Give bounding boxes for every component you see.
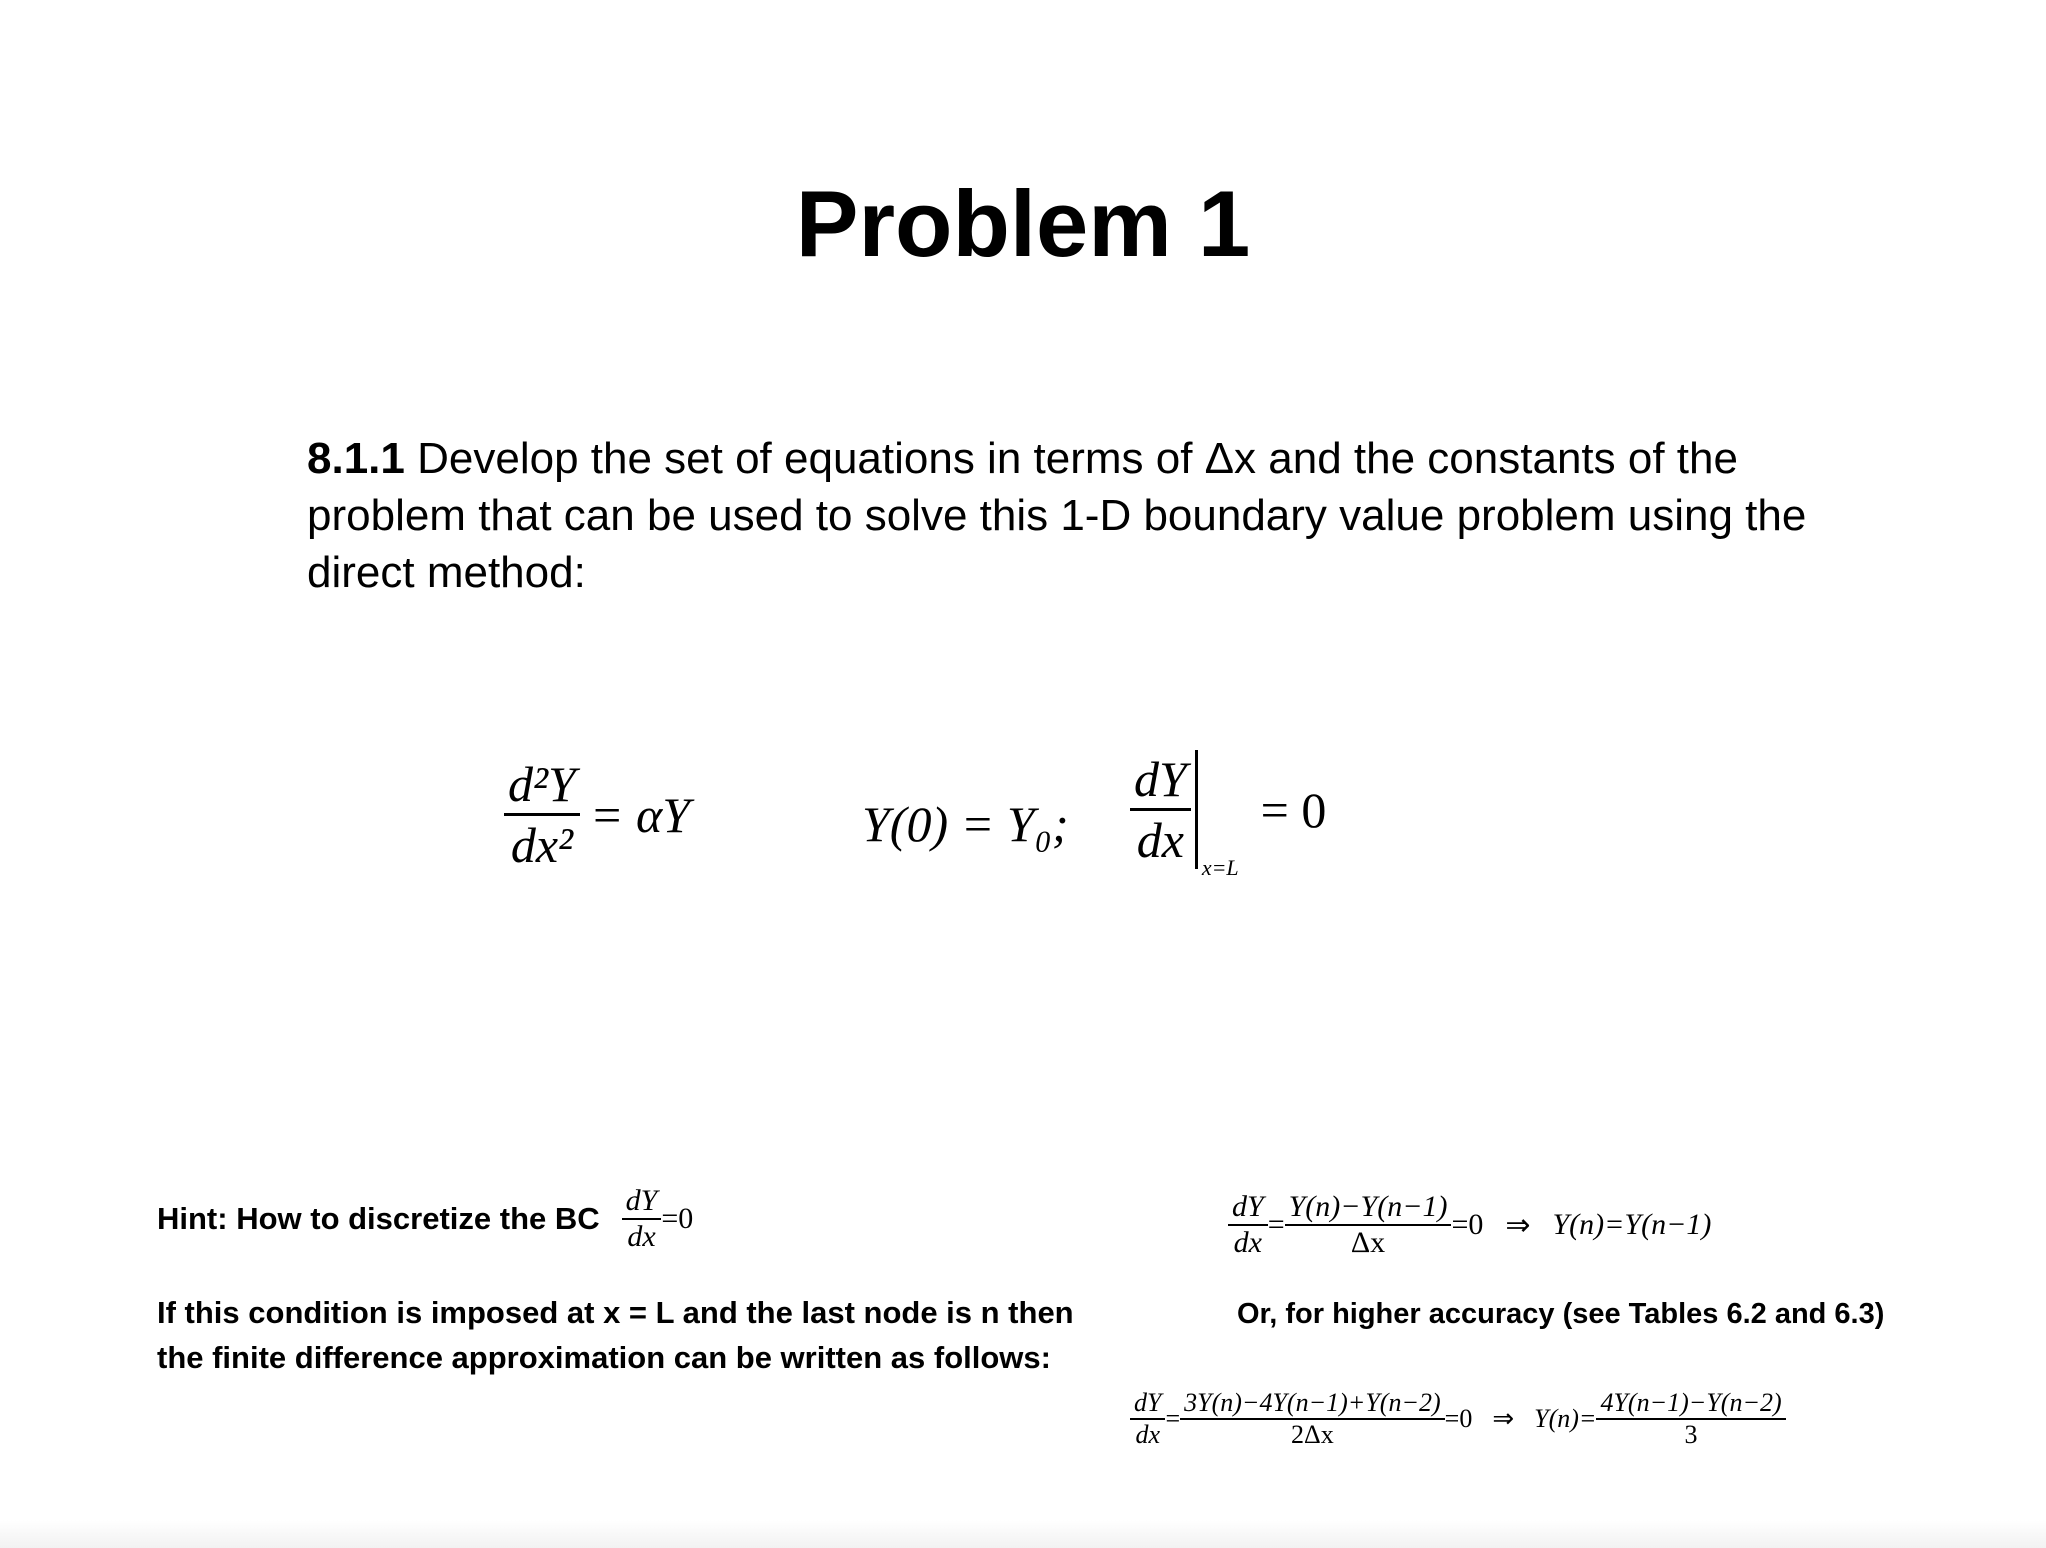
bc1-equation: Y(0) = Y₀; <box>862 796 1069 852</box>
hint-line-2: the finite difference approximation can be written as follows: <box>157 1340 1051 1375</box>
first-order-approximation: $\frac{dY}{dx}$ = $\frac{Y(n)-Y(n-1)}{\Delta x}$ =0 ⇒ Y(n)=Y(n−1) <box>1228 1190 1711 1260</box>
approx2-lhs-denominator: dx <box>1135 1420 1160 1449</box>
approx1-lhs-numerator: dY <box>1232 1190 1264 1223</box>
bc2-rhs: = 0 <box>1260 781 1327 838</box>
approx2-result-numerator: 4Y(n−1)−Y(n−2) <box>1600 1388 1782 1417</box>
approx1-equals-zero: =0 <box>1451 1208 1484 1241</box>
approx2-result-denominator: 3 <box>1684 1420 1698 1449</box>
ode-numerator: d²Y <box>508 756 576 812</box>
approx2-lhs-numerator: dY <box>1134 1388 1162 1417</box>
approx2-equals-zero: =0 <box>1444 1404 1473 1433</box>
approx1-denominator: Δx <box>1350 1226 1386 1259</box>
bc2-numerator: dY <box>1134 751 1187 807</box>
hint-bc-rhs: =0 <box>661 1202 694 1235</box>
hint-bc-denominator: dx <box>627 1220 656 1253</box>
ode-denominator: dx² <box>510 817 573 873</box>
approx1-lhs-denominator: dx <box>1233 1226 1262 1259</box>
second-order-approximation: $\frac{dY}{dx}$ = $\frac{3Y(n)-4Y(n-1)+Y(n-2)}{2\Delta x}$ =0 ⇒ Y(n)= $\frac{4Y(n-1)-Y(n-2)}{3}$ <box>1130 1388 1786 1450</box>
approx1-numerator: Y(n)−Y(n−1) <box>1288 1190 1448 1223</box>
hint-heading <box>157 1184 693 1254</box>
bc2-denominator: dx <box>1136 812 1184 868</box>
hint-label: Hint: How to discretize the BC <box>157 1201 600 1236</box>
implies-icon: ⇒ <box>1505 1208 1531 1242</box>
ode-rhs: = αY <box>589 786 691 843</box>
hint-bc-numerator: dY <box>625 1184 658 1217</box>
ode-equation <box>504 755 690 874</box>
implies-icon: ⇒ <box>1492 1404 1515 1433</box>
hint-line-1: If this condition is imposed at x = L and the last node is n then <box>157 1295 1074 1330</box>
bc2-subscript: x=L <box>1201 855 1239 880</box>
problem-number: 8.1.1 <box>307 434 405 483</box>
bottom-edge <box>0 1520 2046 1548</box>
problem-text: Develop the set of equations in terms of Δx and the constants of the problem that can be used to solve this 1-D boundary value problem using the direct method: <box>307 434 1807 597</box>
higher-accuracy-note: Or, for higher accuracy (see Tables 6.2 and 6.3) <box>1237 1298 1885 1330</box>
problem-statement <box>307 430 1867 601</box>
bc2-equation <box>1130 750 1327 880</box>
approx1-result: Y(n)=Y(n−1) <box>1552 1208 1712 1241</box>
page-title: Problem 1 <box>795 171 1251 276</box>
approx2-denominator: 2Δx <box>1291 1420 1334 1449</box>
approx2-result-lhs: Y(n)= <box>1534 1404 1597 1433</box>
approx2-numerator: 3Y(n)−4Y(n−1)+Y(n−2) <box>1184 1388 1441 1417</box>
hint-body <box>157 1290 1074 1380</box>
